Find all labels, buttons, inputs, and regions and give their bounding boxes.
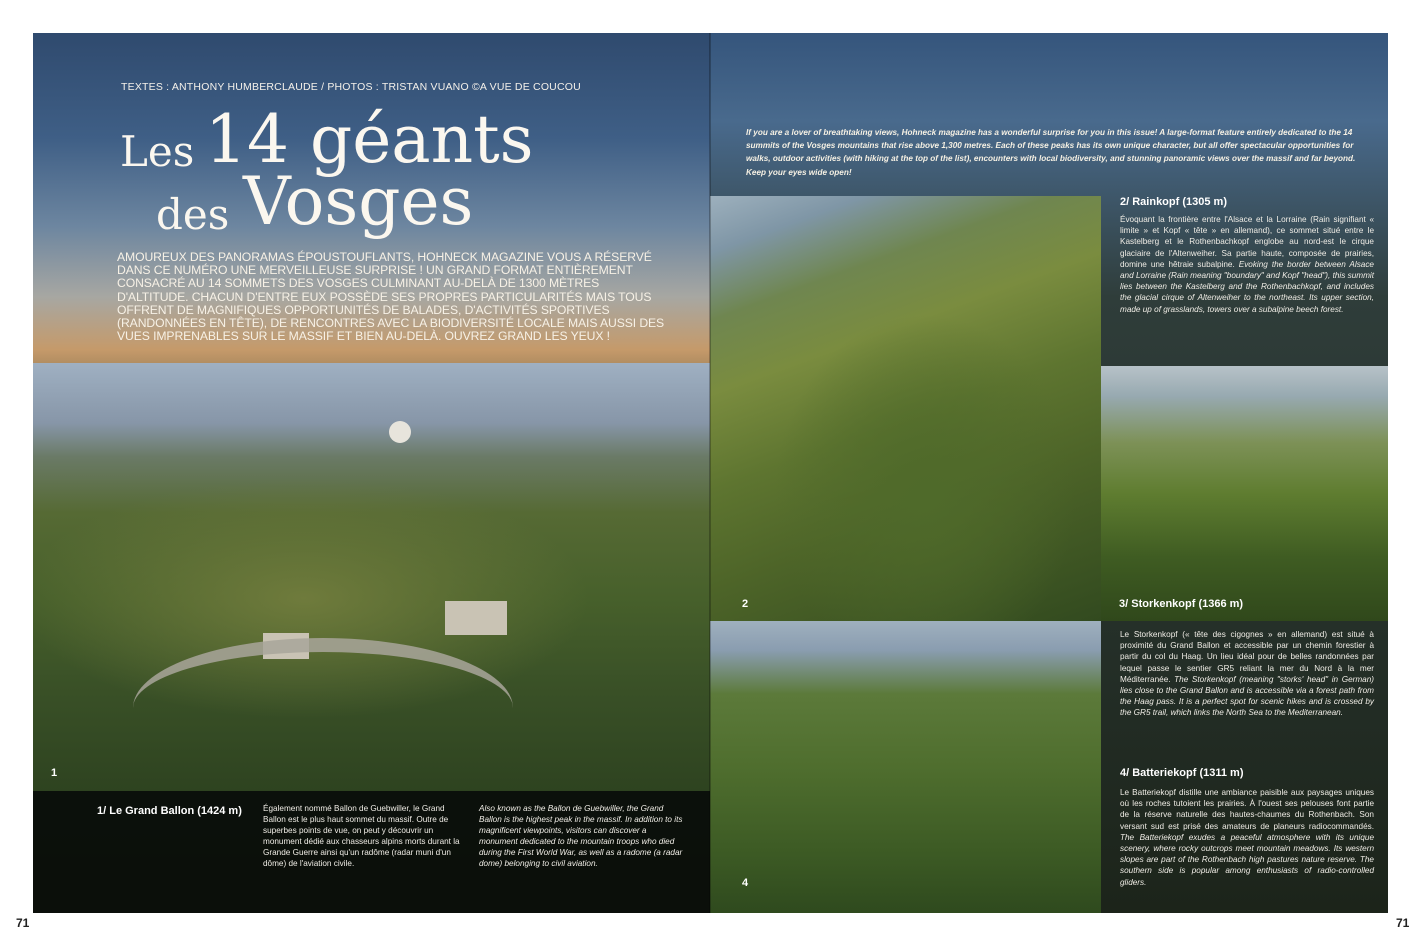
storkenkopf-heading: 3/ Storkenkopf (1366 m) [1119, 598, 1244, 610]
photo-number-1: 1 [51, 767, 58, 779]
credits-line: TEXTES : ANTHONY HUMBERCLAUDE / PHOTOS : TRISTAN VUANO ©A VUE DE COUCOU [121, 81, 581, 93]
storkenkopf-text [1120, 629, 1374, 719]
title-14-geants: 14 géants [205, 101, 534, 178]
hotel-shape [445, 601, 507, 635]
batteriekopf-heading: 4/ Batteriekopf (1311 m) [1120, 767, 1244, 779]
photo-grand-ballon [33, 363, 710, 791]
photo-rainkopf [710, 196, 1101, 621]
intro-french: AMOUREUX DES PANORAMAS ÉPOUSTOUFLANTS, HOHNECK MAGAZINE VOUS A RÉSERVÉ DANS CE NUMÉRO UNE MERVEILLEUSE SURPRISE ! UN GRAND FORMAT ENTIÈREMENT CONSACRÉ AU 14 SOMMETS DES VOSGES CULMINANT AU-DELÀ DE 1300 MÈTRES D'ALTITUDE. CHACUN D'ENTRE EUX POSSÈDE SES PROPRES PARTICULARITÉS MAIS TOUS OFFRENT DE MAGNIFIQUES OPPORTUNITÉS DE BALADES, D'ACTIVITÉS SPORTIVES (RANDONNÉES EN TÊTE), DE RENCONTRES AVEC LA BIODIVERSITÉ LOCALE MAIS AUSSI DES VUES IMPRENABLES SUR LE MASSIF ET BIEN AU-DELÀ. OUVREZ GRAND LES YEUX ! [117, 250, 665, 344]
batteriekopf-text-en: The Batteriekopf exudes a peaceful atmosphere with its unique scenery, where rocky outcrops meet mountain meadows. Its western slopes are part of the Rothenbach high pastures nature reserve. The southern side is popular among enthusiasts of radio-controlled gliders. [1120, 832, 1374, 887]
radome-shape [389, 421, 411, 443]
batteriekopf-text-fr: Le Batteriekopf distille une ambiance paisible aux paysages uniques où les roches tutoient les prairies. À l'ouest ses pelouses font partie de la réserve naturelle des hautes-chaumes du Rothenbach. Son versant sud est prisé des amateurs de planeurs radiocommandés. [1120, 788, 1374, 831]
page-fold [709, 33, 711, 913]
folio-left: 71 [16, 916, 30, 930]
photo-storkenkopf [1101, 366, 1388, 621]
road-shape [133, 638, 513, 778]
photo-batteriekopf [710, 621, 1101, 913]
title-les: Les [120, 127, 195, 176]
magazine-spread [33, 33, 1388, 913]
batteriekopf-text [1120, 787, 1374, 888]
intro-english: If you are a lover of breathtaking views, Hohneck magazine has a wonderful surprise for you in this issue! A large-format feature entirely dedicated to the 14 summits of the Vosges mountains that rise above 1,300 metres. Each of these peaks has its own unique character, but all offer spectacular opportunities for walks, outdoor activities (with hiking at the top of the list), encounters with local biodiversity, and stunning panoramic views over the massif and far beyond. Keep your eyes wide open! [746, 128, 1356, 177]
grand-ballon-text-fr: Également nommé Ballon de Guebwiller, le Grand Ballon est le plus haut sommet du massif. Outre de superbes points de vue, on peut y découvrir un monument dédié aux chasseurs alpins morts durant la Grande Guerre ainsi qu'un radôme (radar muni d'un dôme) de l'aviation civile. [263, 804, 460, 868]
rainkopf-text [1120, 214, 1374, 315]
rainkopf-text-fr: Évoquant la frontière entre l'Alsace et la Lorraine (Rain signifiant « limite » et Kopf « tête » en allemand), ce sommet situé entre le Kastelberg et le Rothenbachkopf englobe au nord-est le cirque glaciaire de l'Altenweiher. Sa partie haute, composée de prairies, domine une hêtraie subalpine. [1120, 215, 1374, 269]
rainkopf-text-en: Evoking the border between Alsace and Lorraine (Rain meaning "boundary" and Kopf "head"), this summit lies between the Kastelberg and the Rothenbachkopf, and includes the glacial cirque of Altenweiher to the northeast. Its upper section, made up of grasslands, towers over a subalpine beech forest. [1120, 259, 1374, 314]
grand-ballon-heading: 1/ Le Grand Ballon (1424 m) [97, 805, 242, 817]
title-vosges: Vosges [243, 163, 474, 240]
grand-ballon-caption-band [33, 791, 710, 913]
rainkopf-heading: 2/ Rainkopf (1305 m) [1120, 196, 1227, 208]
grand-ballon-text-en: Also known as the Ballon de Guebwiller, the Grand Ballon is the highest peak in the massif. In addition to its magnificent viewpoints, visitors can discover a monument dedicated to the mountain troops who died during the First World War, as well as a radome (a radar dome) belonging to civil aviation. [479, 804, 683, 868]
folio-right: 71 [1396, 916, 1410, 930]
photo-number-2: 2 [742, 598, 749, 610]
photo-number-4: 4 [742, 877, 749, 889]
title-des: des [156, 190, 230, 239]
storkenkopf-text-fr: Le Storkenkopf (« tête des cigognes » en allemand) est situé à proximité du Grand Ballon et accessible par un chemin forestier à partir du col du Haag. Un lieu idéal pour de belles randonnées par lequel passe le sentier GR5 reliant la mer du Nord à la mer Méditerranée. [1120, 630, 1374, 684]
storkenkopf-text-en: The Storkenkopf (meaning "storks' head" in German) lies close to the Grand Ballon and is accessible via a forest path from the Haag pass. It is a perfect spot for scenic hikes and is crossed by the GR5 trail, which links the North Sea to the Mediterranean. [1120, 674, 1374, 718]
